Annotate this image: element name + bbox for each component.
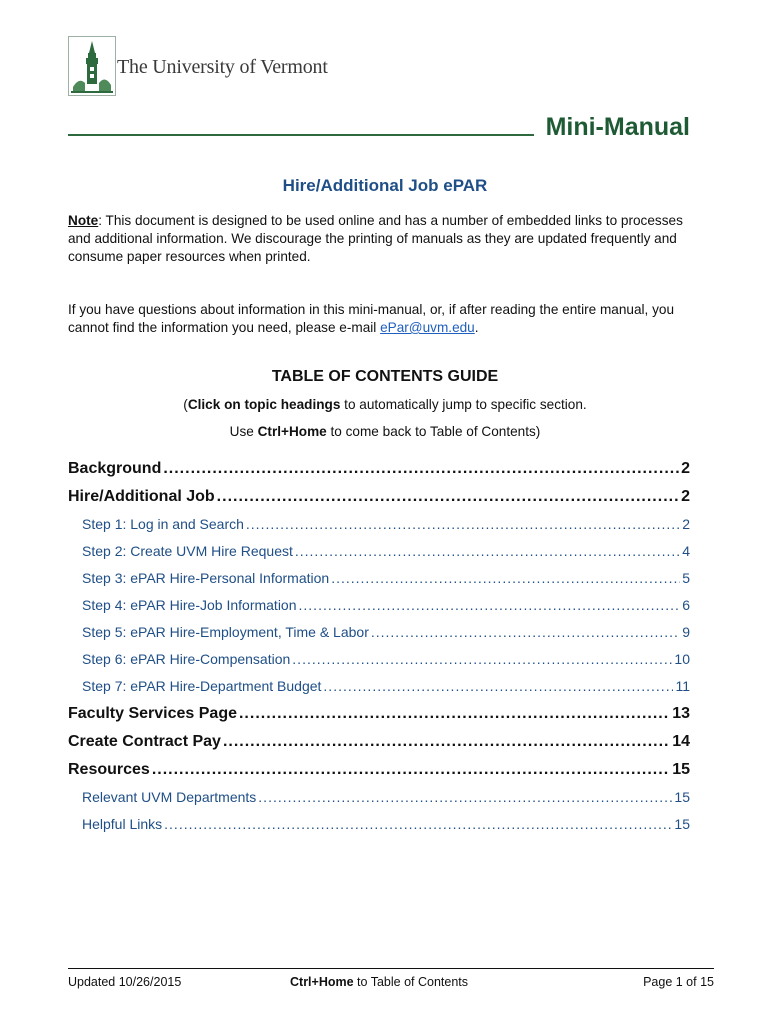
note-label: Note	[68, 213, 99, 228]
page-title: Mini-Manual	[545, 113, 690, 141]
table-of-contents	[68, 455, 690, 838]
toc-note2-pre: Use	[229, 424, 258, 439]
toc-entry-step-3[interactable]: Step 3: ePAR Hire-Personal Information ..... 5	[68, 565, 690, 592]
toc-entry-step-1[interactable]: Step 1: Log in and Search ..... 2	[68, 511, 690, 538]
questions-paragraph	[68, 301, 708, 337]
toc-note-rest: to automatically jump to specific section.	[340, 397, 587, 412]
note-paragraph	[68, 212, 708, 266]
toc-note-open: (	[183, 397, 188, 412]
toc-entry-step-2[interactable]: Step 2: Create UVM Hire Request ..... 4	[68, 538, 690, 565]
toc-note2-rest: to come back to Table of Contents)	[326, 424, 541, 439]
footer-center-rest: to Table of Contents	[353, 975, 468, 989]
uvm-logo	[68, 36, 328, 96]
toc-entry-hire-additional-job[interactable]: Hire/Additional Job ..... 2	[68, 483, 690, 511]
toc-note2-bold: Ctrl+Home	[257, 424, 327, 439]
toc-entry-resources[interactable]: Resources ..... 15	[68, 756, 690, 784]
footer-rule	[68, 968, 714, 969]
toc-note-bold: Click on topic headings	[187, 397, 341, 412]
toc-entry-background[interactable]: Background ..... 2	[68, 455, 690, 483]
footer-updated: Updated 10/26/2015	[68, 975, 182, 989]
title-rule	[68, 134, 534, 136]
tower-emblem-icon	[68, 36, 116, 96]
questions-end: .	[474, 320, 479, 335]
toc-entry-faculty-services[interactable]: Faculty Services Page ..... 13	[68, 700, 690, 728]
toc-heading: TABLE OF CONTENTS GUIDE	[271, 368, 499, 385]
logo-text: The University of Vermont	[117, 56, 328, 78]
toc-note-1	[0, 397, 770, 412]
footer-center	[290, 975, 468, 989]
toc-entry-helpful-links[interactable]: Helpful Links ..... 15	[68, 811, 690, 838]
questions-text: If you have questions about information in this mini-manual, or, if after reading the entire manual, you cannot find the information you need, please e-mail	[68, 302, 675, 335]
footer-page-number: Page 1 of 15	[643, 975, 714, 989]
toc-note-2	[0, 424, 770, 439]
document-subtitle: Hire/Additional Job ePAR	[282, 176, 488, 195]
footer-ctrl-home: Ctrl+Home	[290, 975, 354, 989]
toc-entry-step-7[interactable]: Step 7: ePAR Hire-Department Budget ..... 11	[68, 673, 690, 700]
email-link[interactable]: ePar@uvm.edu	[380, 320, 475, 335]
toc-entry-relevant-departments[interactable]: Relevant UVM Departments ..... 15	[68, 784, 690, 811]
note-text: : This document is designed to be used online and has a number of embedded links to processes and additional information. We discourage the printing of manuals as they are updated frequently and consume paper resources when printed.	[68, 213, 683, 264]
toc-entry-step-5[interactable]: Step 5: ePAR Hire-Employment, Time & Labor ..... 9	[68, 619, 690, 646]
toc-entry-step-6[interactable]: Step 6: ePAR Hire-Compensation ..... 10	[68, 646, 690, 673]
toc-entry-create-contract-pay[interactable]: Create Contract Pay ..... 14	[68, 728, 690, 756]
toc-entry-step-4[interactable]: Step 4: ePAR Hire-Job Information ..... 6	[68, 592, 690, 619]
